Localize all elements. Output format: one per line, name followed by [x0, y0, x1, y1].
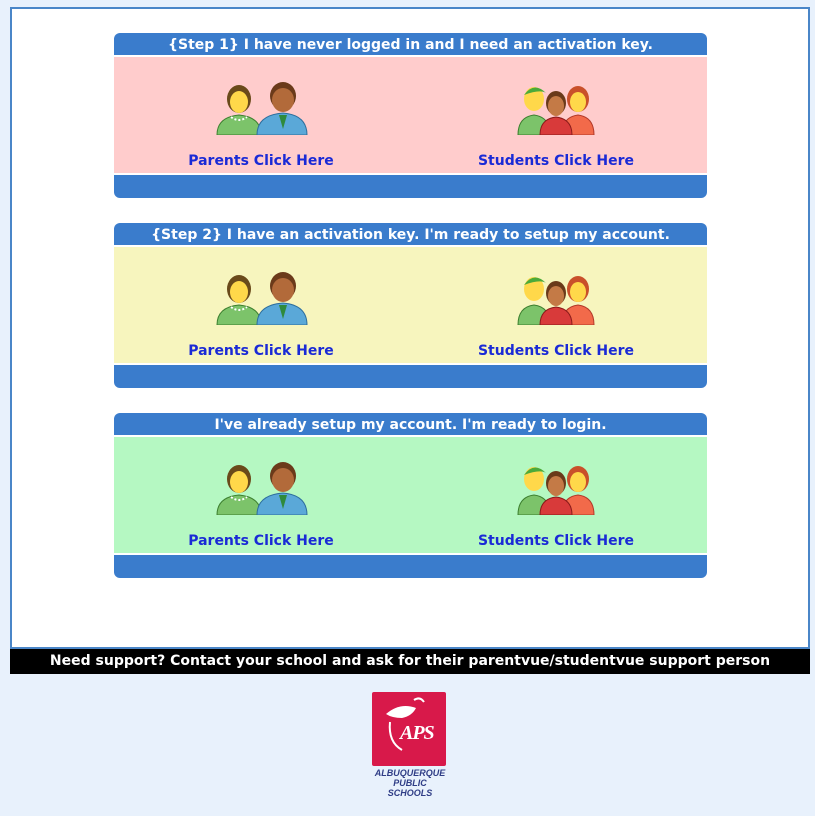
panel-title: {Step 1} I have never logged in and I need an activation key.	[114, 33, 707, 57]
parents-icon[interactable]	[213, 81, 309, 135]
students-icon[interactable]	[516, 271, 596, 325]
aps-logo-mark	[372, 692, 446, 766]
logo-line-1: ALBUQUERQUE	[374, 768, 446, 778]
panel-footer	[114, 553, 707, 578]
students-link[interactable]: Students Click Here	[477, 533, 635, 549]
parents-option[interactable]	[161, 247, 361, 363]
parents-link[interactable]: Parents Click Here	[188, 153, 334, 169]
parents-icon[interactable]	[213, 461, 309, 515]
parents-option[interactable]	[161, 437, 361, 553]
aps-logo	[372, 692, 448, 798]
panel-title: I've already setup my account. I'm ready to login.	[114, 413, 707, 437]
logo-mark-text: APS	[400, 722, 434, 744]
students-icon[interactable]	[516, 461, 596, 515]
panel-step-2	[114, 223, 707, 388]
parents-link[interactable]: Parents Click Here	[188, 343, 334, 359]
students-option[interactable]	[456, 57, 656, 173]
parents-option[interactable]	[161, 57, 361, 173]
students-link[interactable]: Students Click Here	[477, 343, 635, 359]
students-link[interactable]: Students Click Here	[477, 153, 635, 169]
panel-body	[114, 437, 707, 553]
panel-title: {Step 2} I have an activation key. I'm ready to setup my account.	[114, 223, 707, 247]
students-icon[interactable]	[516, 81, 596, 135]
panel-body	[114, 247, 707, 363]
logo-line-2: PUBLIC SCHOOLS	[387, 778, 433, 798]
panel-step-1	[114, 33, 707, 198]
students-option[interactable]	[456, 437, 656, 553]
parents-icon[interactable]	[213, 271, 309, 325]
main-frame	[10, 7, 810, 649]
parents-link[interactable]: Parents Click Here	[188, 533, 334, 549]
students-option[interactable]	[456, 247, 656, 363]
panel-footer	[114, 173, 707, 198]
panel-footer	[114, 363, 707, 388]
support-bar: Need support? Contact your school and ask for their parentvue/studentvue support person	[10, 649, 810, 674]
panel-body	[114, 57, 707, 173]
panel-login	[114, 413, 707, 578]
